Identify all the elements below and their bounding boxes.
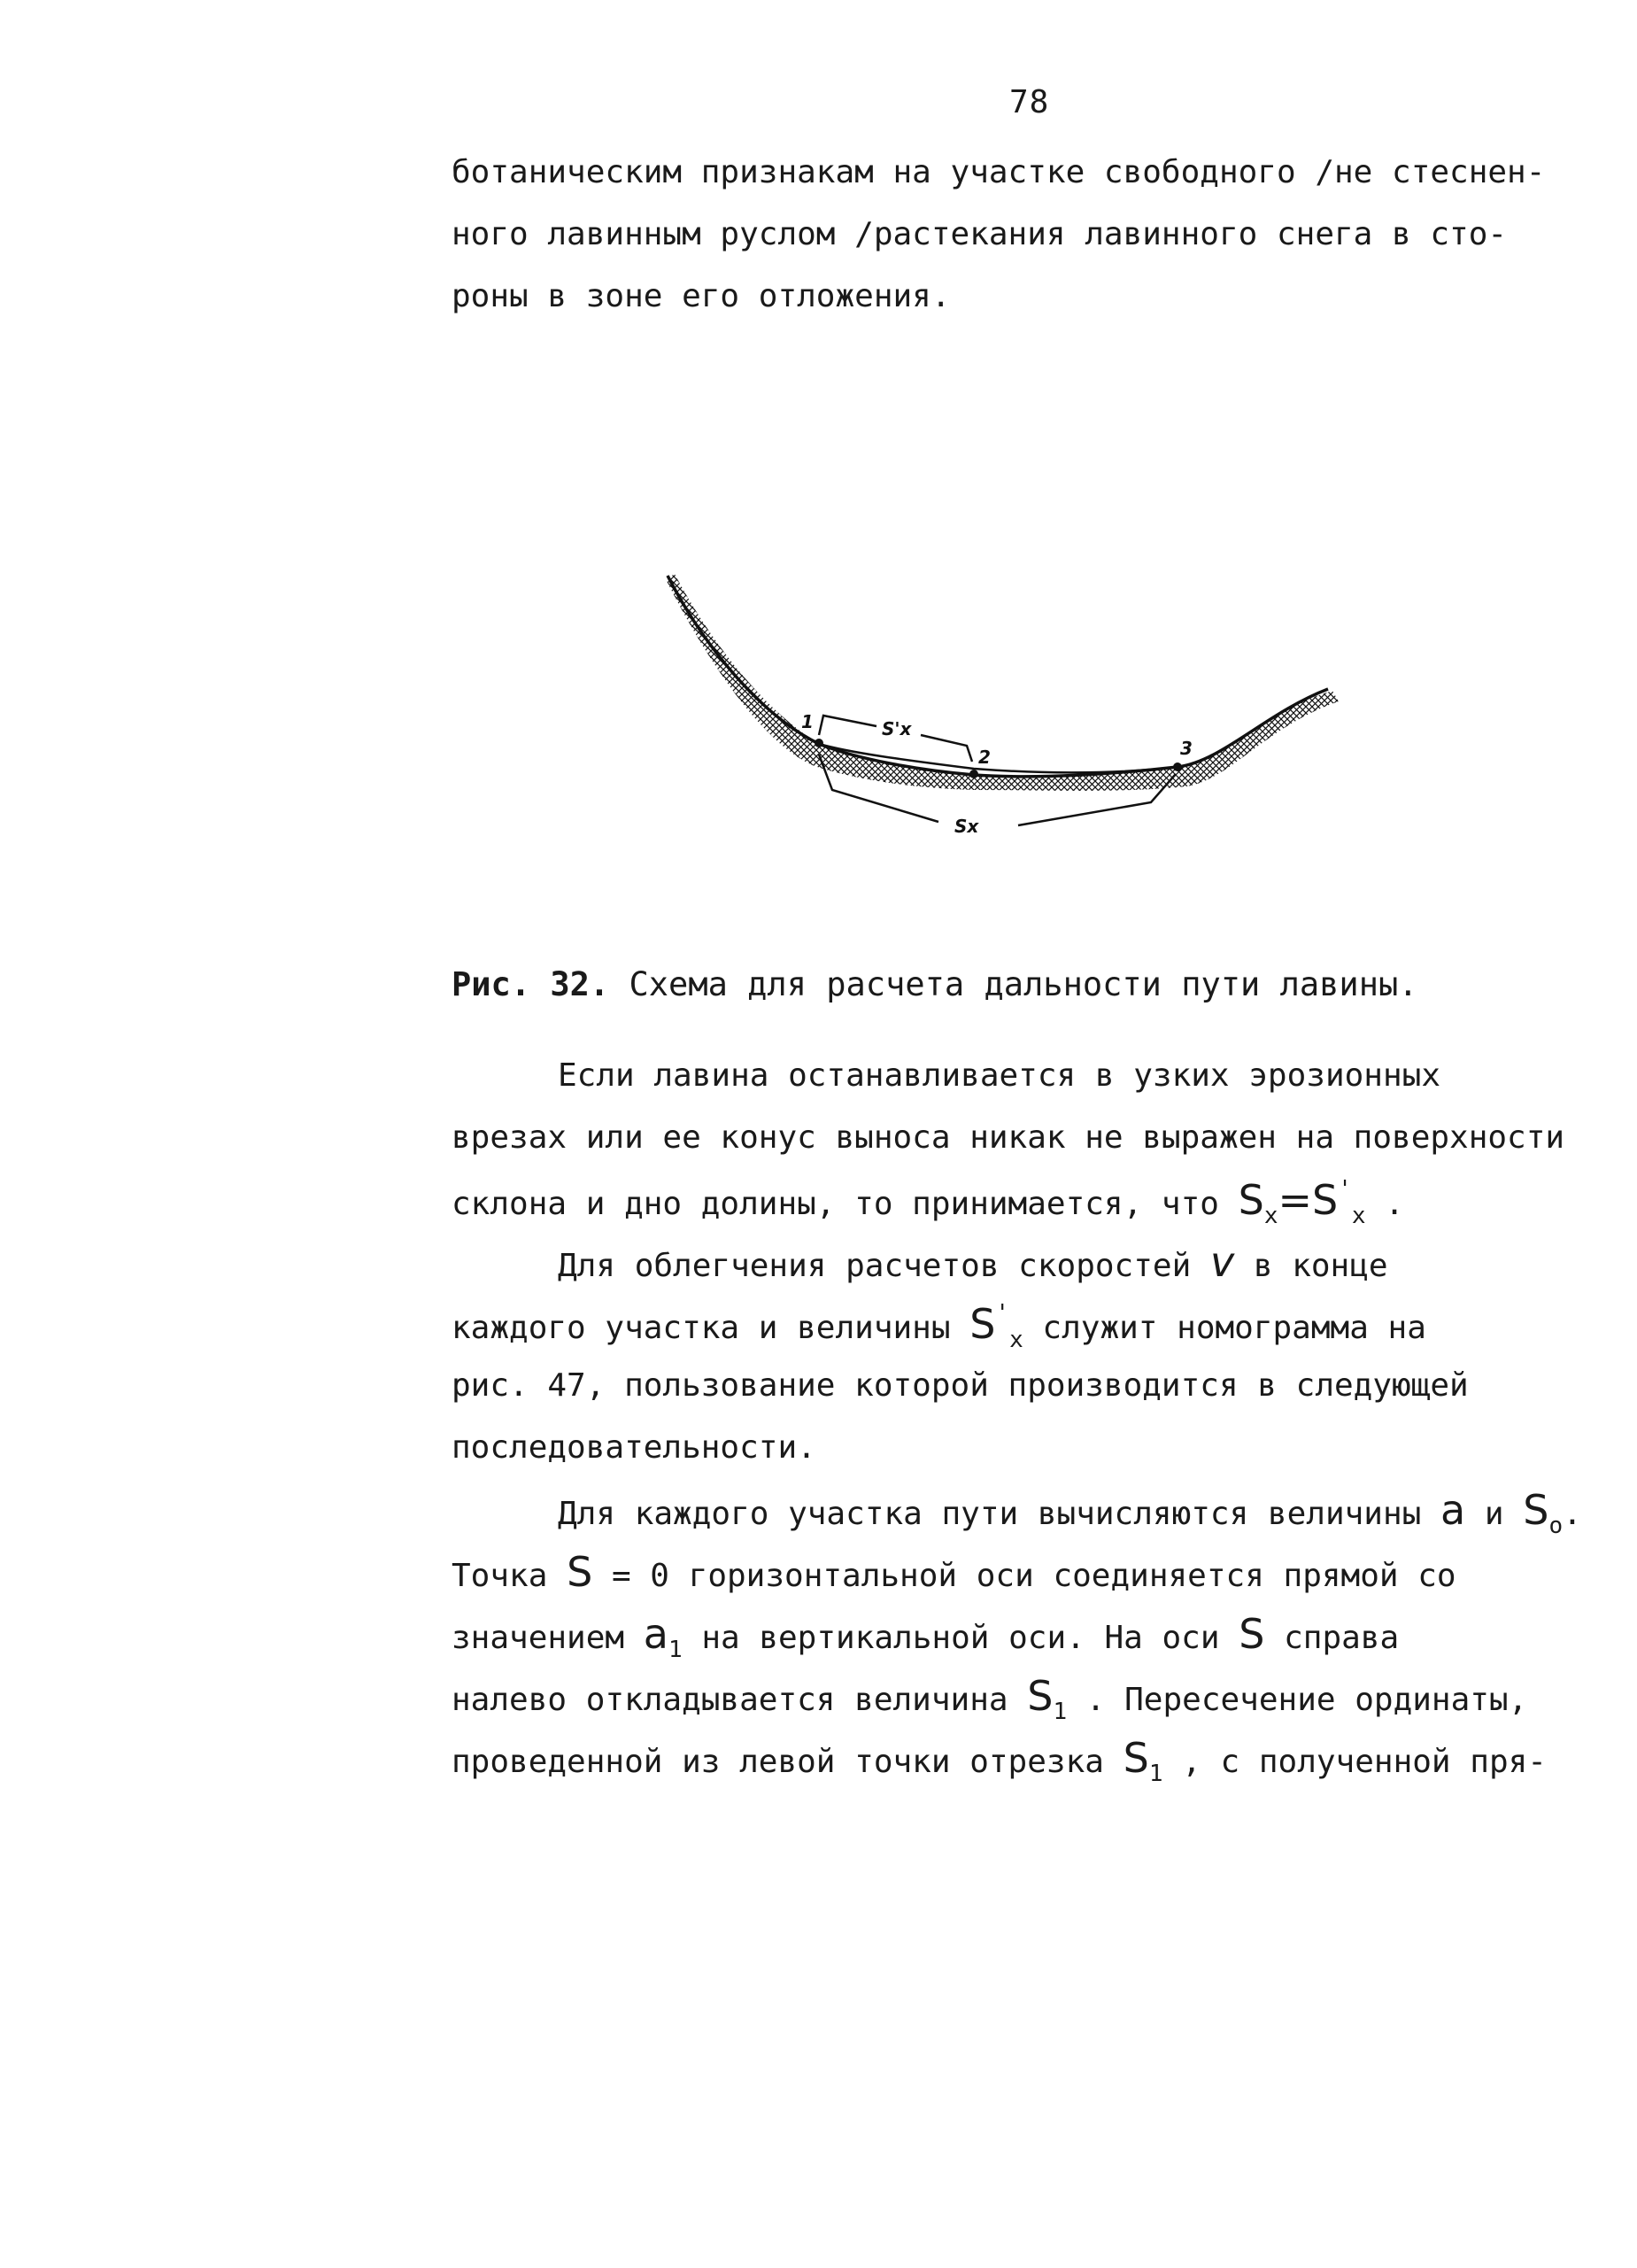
text-line <box>452 1169 1558 1231</box>
text-line: ного лавинным руслом /растекания лавинного снега в сто- <box>452 216 1508 252</box>
text-line: ботаническим признакам на участке свободного /не стеснен- <box>452 154 1546 190</box>
point-1-marker <box>815 739 823 747</box>
text-segment: проведенной из левой точки отрезка <box>452 1744 1104 1780</box>
text-line: роны в зоне его отложения. <box>452 278 951 314</box>
math-subscript: 1 <box>1148 1761 1163 1787</box>
math-subscript: x <box>1351 1203 1366 1229</box>
text-line: рис. 47, пользование которой производится в следующей <box>452 1367 1469 1404</box>
slope-surface <box>668 576 1328 777</box>
math-superscript: ' <box>995 1300 1010 1327</box>
point-1-label: 1 <box>801 711 814 732</box>
math-symbol: a <box>1440 1486 1466 1534</box>
math-symbol: S <box>1123 1734 1149 1782</box>
math-subscript: 1 <box>668 1637 683 1663</box>
text-segment: . Пересечение ординаты, <box>1085 1682 1528 1718</box>
math-symbol: S <box>567 1548 593 1596</box>
text-segment: . <box>1385 1186 1404 1222</box>
math-symbol: v <box>1209 1238 1235 1286</box>
text-line: врезах или ее конус выноса никак не выражен на поверхности <box>452 1119 1565 1156</box>
math-subscript: x <box>1009 1327 1023 1353</box>
text-line <box>452 1231 1558 1293</box>
text-line <box>452 1603 1558 1665</box>
figure-caption <box>452 965 1418 1003</box>
math-symbol: a <box>643 1610 668 1658</box>
point-2-label: 2 <box>978 747 991 768</box>
math-superscript: ' <box>1338 1176 1352 1203</box>
math-subscript: o <box>1548 1513 1564 1539</box>
math-subscript: 1 <box>1053 1699 1068 1725</box>
text-segment: справа <box>1284 1620 1400 1656</box>
math-symbol: S <box>1238 1176 1264 1224</box>
text-line <box>452 1541 1558 1603</box>
text-segment: = 0 горизонтальной оси соединяется прямой со <box>611 1558 1456 1594</box>
s-label: Sx <box>954 816 979 837</box>
math-symbol: S <box>969 1300 996 1348</box>
text-line <box>452 1479 1582 1541</box>
top-paragraph <box>452 142 1558 328</box>
text-segment: склона и дно долины, то принимается, что <box>452 1186 1219 1222</box>
text-segment: и <box>1484 1496 1504 1532</box>
text-line <box>452 1293 1558 1355</box>
text-segment: на вертикальной оси. На оси <box>701 1620 1220 1656</box>
text-line <box>452 1665 1558 1727</box>
math-symbol: S <box>1239 1610 1265 1658</box>
s-prime-label: S'x <box>882 718 912 739</box>
text-line: последовательности. <box>452 1429 816 1466</box>
page-number: 78 <box>1009 84 1050 120</box>
math-symbol: = <box>1278 1176 1313 1224</box>
avalanche-path-figure <box>655 558 1363 850</box>
math-subscript: x <box>1263 1203 1278 1229</box>
caption-text: Схема для расчета дальности пути лавины. <box>629 965 1418 1003</box>
point-3-label: 3 <box>1180 738 1193 759</box>
caption-label: Рис. 32. <box>452 965 610 1003</box>
text-line <box>452 1727 1558 1789</box>
math-symbol: S <box>1312 1176 1339 1224</box>
text-segment: налево откладывается величина <box>452 1682 1008 1718</box>
text-segment: служит номограмма на <box>1042 1310 1426 1346</box>
avalanche-path-diagram <box>655 558 1363 850</box>
text-segment: Точка <box>452 1558 548 1594</box>
ground-hatch <box>666 574 1339 791</box>
text-line: Если лавина останавливается в узких эрозионных <box>558 1057 1440 1094</box>
text-segment: , с полученной пря- <box>1182 1744 1547 1780</box>
point-3-marker <box>1173 762 1182 771</box>
math-symbol: S <box>1523 1486 1549 1534</box>
text-segment: в конце <box>1253 1248 1388 1284</box>
math-symbol: S <box>1027 1672 1054 1720</box>
text-segment: значением <box>452 1620 625 1656</box>
text-segment: каждого участка и величины <box>452 1310 951 1346</box>
text-segment: Для облегчения расчетов скоростей <box>558 1248 1192 1284</box>
text-segment: Для каждого участка пути вычисляются величины <box>558 1496 1422 1532</box>
point-2-marker <box>969 770 978 778</box>
main-text <box>452 1045 1582 1789</box>
text-segment: . <box>1563 1496 1582 1532</box>
